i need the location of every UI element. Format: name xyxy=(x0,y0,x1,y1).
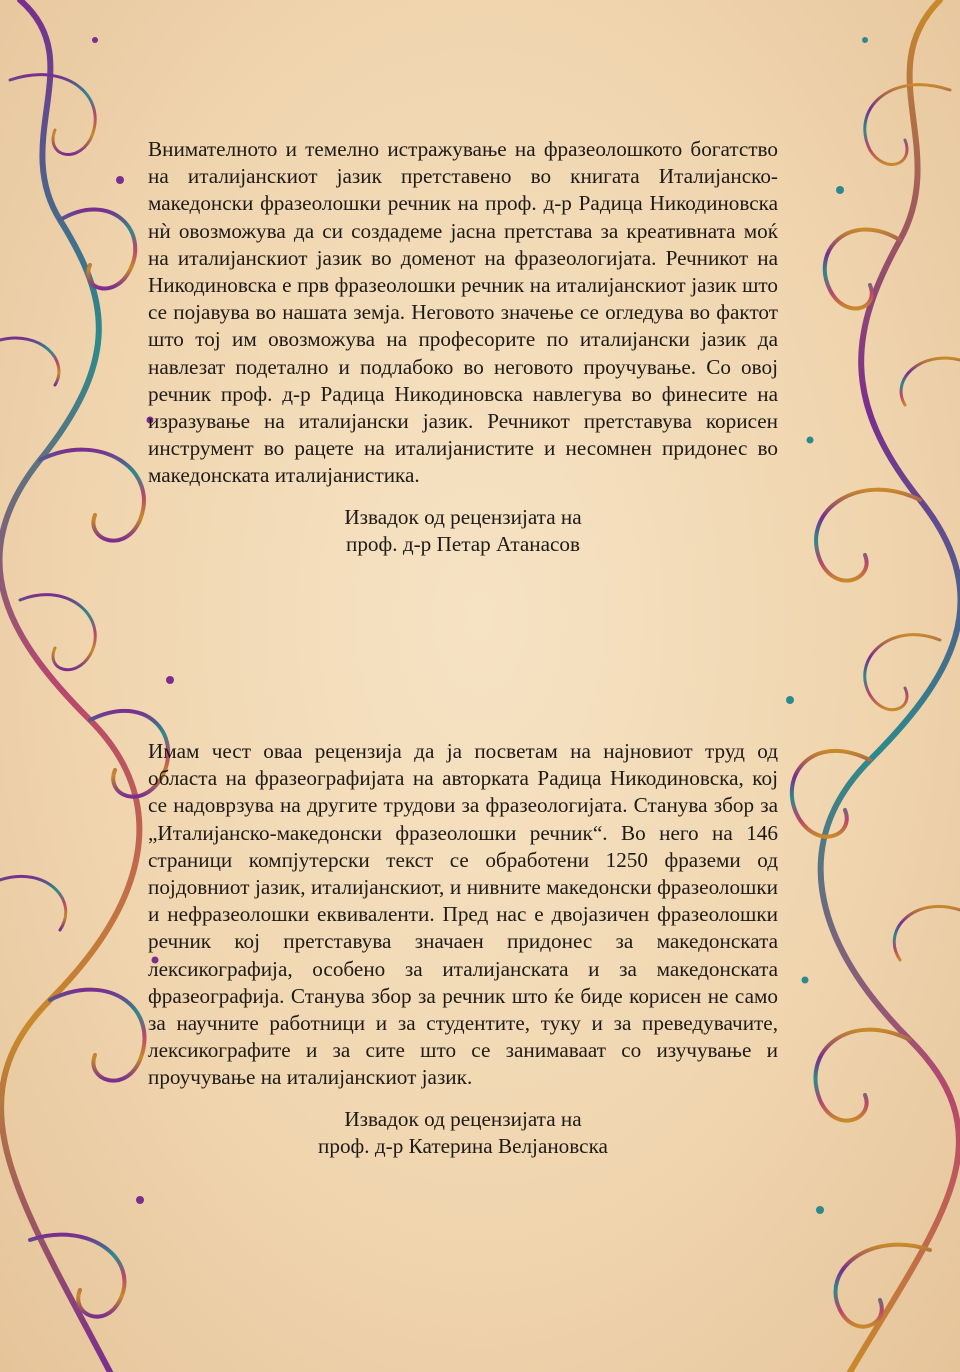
review-2 xyxy=(148,738,778,1160)
review-1-caption-line-1: Извадок од рецензијата на xyxy=(344,504,582,529)
review-2-caption xyxy=(148,1106,778,1160)
right-ornament-border xyxy=(760,0,960,1372)
review-2-caption-line-2: проф. д-р Катерина Велјановска xyxy=(318,1133,608,1158)
review-1-caption xyxy=(148,504,778,558)
review-2-caption-line-1: Извадок од рецензијата на xyxy=(344,1106,582,1131)
review-1-paragraph: Внимателното и темелно истражување на фразеолошкото богатство на италијанскиот јазик претставено во книгата Италијанско-македонски фразеолошки речник на проф. д-р Радица Никодиновска нѝ овозможува да си создадеме јасна претстава за креативната моќ на италијанскиот јазик во доменот на фразеологијата. Речникот на Никодиновска е прв фразеолошки речник на италијанскиот јазик што се појавува во нашата земја. Неговото значење се огледува во фактот што тој им овозможува на професорите по италијански јазик да навлезат подетално и подлабоко во неговото проучување. Со овој речник проф. д-р Радица Никодиновска навлегува во финесите на изразување на италијански јазик. Речникот претставува корисен инструмент во рацете на италијанистите и несомнен придонес во македонската италијанистика. xyxy=(148,137,778,488)
review-2-paragraph: Имам чест оваа рецензија да ја посветам на најновиот труд од областа на фразеографијата на авторката Радица Никодиновска, кој се надоврзува на другите трудови за фразеологијата. Станува збор за „Италијанско-македонски фразеолошки речник“. Во него на 146 страници компјутерски текст се обработени 1250 фраземи од појдовниот јазик, италијанскиот, и нивните македонски фразеолошки и нефразеолошки еквиваленти. Пред нас е двојазичен фразеолошки речник кој претставува значаен придонес за македонската лексикографија, особено за италијанската и за македонската фразеографија. Станува збор за речник што ќе биде корисен не само за научните работници и за студентите, туку и за преведувачите, лексикографите и за сите што се занимаваат со изучување и проучување на италијанскиот јазик. xyxy=(148,739,778,1090)
review-1 xyxy=(148,136,778,558)
review-1-caption-line-2: проф. д-р Петар Атанасов xyxy=(345,531,580,556)
